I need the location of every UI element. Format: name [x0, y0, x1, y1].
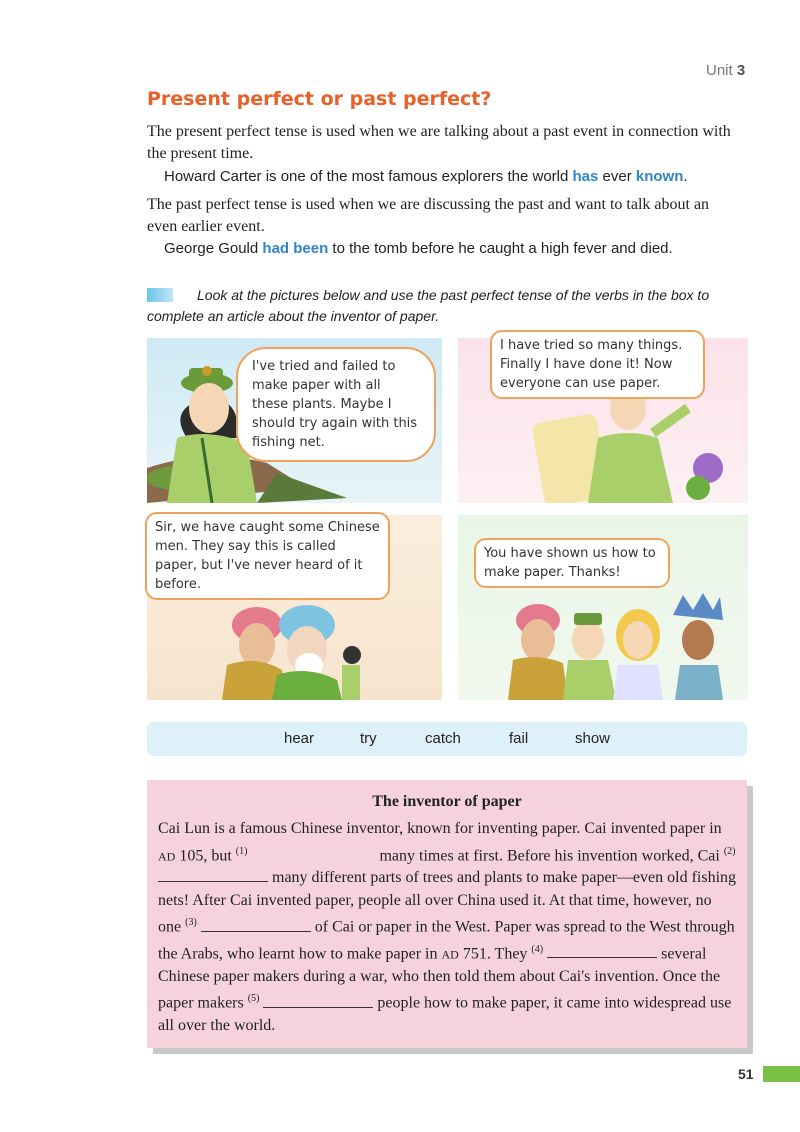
blank-4[interactable] [547, 944, 657, 958]
article-title: The inventor of paper [372, 793, 522, 810]
speech-bubble-4: You have shown us how to make paper. Thanks! [474, 538, 670, 588]
word-try: try [360, 730, 377, 747]
speech-bubble-3: Sir, we have caught some Chinese men. They say this is called paper, but I've never heard of it before. [145, 512, 390, 600]
blank-3[interactable] [201, 918, 311, 932]
page-number-bar [763, 1066, 800, 1082]
section-title: Present perfect or past perfect? [147, 88, 492, 110]
word-hear: hear [284, 730, 315, 747]
article-body: Cai Lun is a famous Chinese inventor, known for inventing paper. Cai invented paper in AD 105, but $^{(1)}$ many times at first. Before his invention worked, Cai $^{(2)}$ many different parts of trees and plants to make paper—even old fishing nets! After Cai invented paper, people all over China used it. At that time, however, no one $^{(3)}$ of Cai or paper in the West. Paper was spread to the West through the Arabs, who learnt how to make paper in AD 751. They $^{(4)}$ several Chinese paper makers during a war, who then told them about Cai's invention. Once the paper makers $^{(5)}$ people how to make paper, it came into widespread use all over the world. [158, 820, 737, 1035]
present-perfect-explanation: The present perfect tense is used when we are talking about a past event in connection with the present time. [147, 123, 731, 162]
exercise-instruction: Look at the pictures below and use the past perfect tense of the verbs in the box to complete an article about the inventor of paper. [147, 287, 710, 324]
blank-2[interactable] [158, 868, 268, 882]
example-sentence-2: George Gould had been to the tomb before he caught a high fever and died. [164, 240, 673, 257]
word-catch: catch [425, 730, 461, 747]
blank-5[interactable] [263, 994, 373, 1008]
example-sentence-1: Howard Carter is one of the most famous explorers the world has ever known. [164, 168, 688, 185]
blank-1[interactable] [247, 846, 375, 860]
speech-bubble-2: I have tried so many things. Finally I have done it! Now everyone can use paper. [490, 330, 705, 399]
past-perfect-explanation: The past perfect tense is used when we are discussing the past and want to talk about an even earlier event. [147, 196, 710, 235]
unit-label: Unit 3 [706, 62, 746, 79]
page-number: 51 [738, 1066, 754, 1082]
speech-bubble-1: I've tried and failed to make paper with all these plants. Maybe I should try again with this fishing net. [236, 347, 436, 462]
word-box [147, 722, 747, 756]
word-fail: fail [509, 730, 529, 747]
word-show: show [575, 730, 611, 747]
